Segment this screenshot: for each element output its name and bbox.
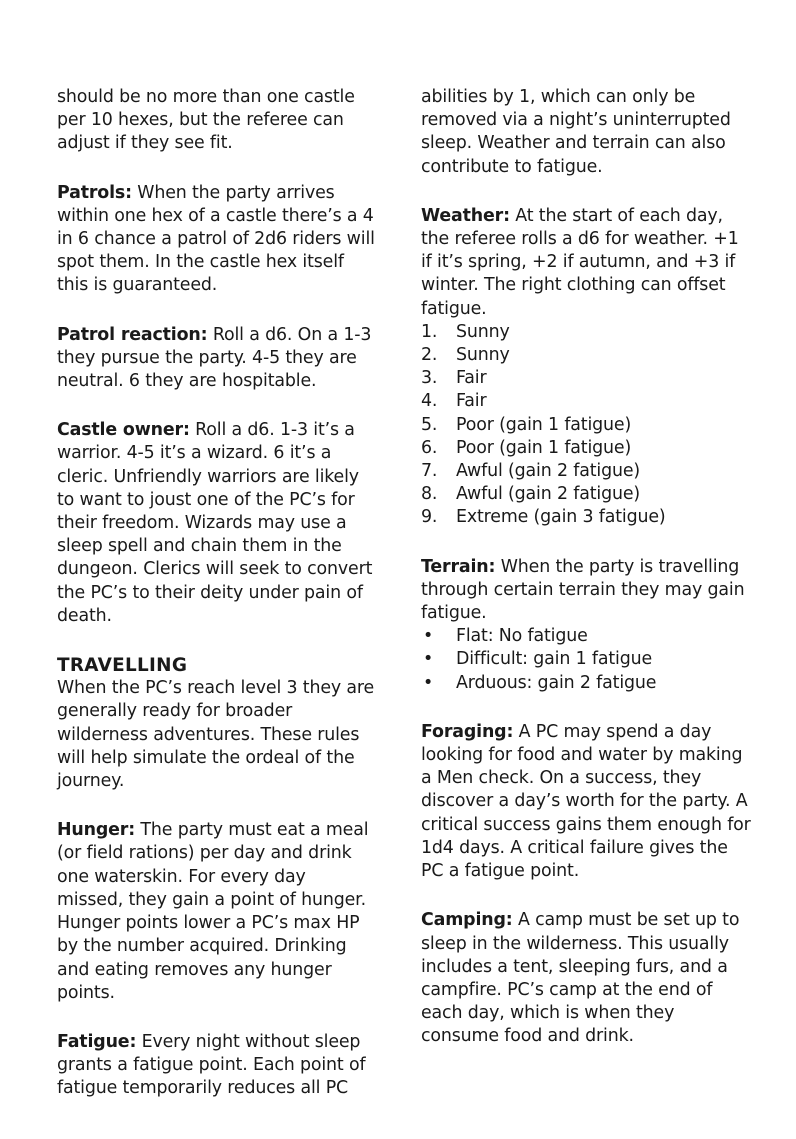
list-item <box>421 344 751 367</box>
intro-paragraph: should be no more than one castle per 10 hexes, but the referee can adjust if they see fit. <box>57 87 355 154</box>
patrols-label: Patrols: <box>57 182 132 203</box>
travelling-paragraph: When the PC’s reach level 3 they are generally ready for broader wilderness adventures. These rules will help simulate the ordeal of the journey. <box>57 678 375 792</box>
patrols-text: When the party arrives within one hex of a castle there’s a 4 in 6 chance a patrol of 2d6 riders will spot them. In the castle hex itself this is guaranteed. <box>57 182 375 296</box>
terrain-list <box>421 625 751 695</box>
castle-owner-label: Castle owner: <box>57 420 190 441</box>
hunger-text: The party must eat a meal (or field rations) per day and drink one waterskin. For every day missed, they gain a point of hunger. Hunger points lower a PC’s max HP by the number acquired. Drinking and eating removes any hunger points. <box>57 820 369 1003</box>
bullet-icon: • <box>423 626 434 647</box>
list-item <box>421 672 751 695</box>
list-number: 8. <box>421 484 438 505</box>
list-number: 6. <box>421 437 438 458</box>
camping-label: Camping: <box>421 910 513 931</box>
patrol-reaction-text: Roll a d6. On a 1-3 they pursue the party. 4-5 they are neutral. 6 they are hospitable. <box>57 324 372 392</box>
camping-paragraph <box>421 909 751 1048</box>
hunger-paragraph <box>57 819 377 1005</box>
fatigue-text: Every night without sleep grants a fatigue point. Each point of fatigue temporarily reduces all PC <box>57 1031 366 1099</box>
foraging-text: A PC may spend a day looking for food and water by making a Men check. On a success, they discover a day’s worth for the party. A critical success gains them enough for 1d4 days. A critical failure gives the PC a fatigue point. <box>421 721 751 882</box>
list-item <box>421 460 751 483</box>
terrain-paragraph <box>421 556 751 626</box>
bullet-icon: • <box>423 672 434 693</box>
list-item <box>421 321 751 344</box>
patrol-reaction-paragraph <box>57 324 377 394</box>
weather-text: At the start of each day, the referee rolls a d6 for weather. +1 if it’s spring, +2 if autumn, and +3 if winter. The right clothing can offset fatigue. <box>421 205 739 319</box>
list-item-text: Sunny <box>456 345 510 366</box>
list-item-text: Awful (gain 2 fatigue) <box>456 461 641 482</box>
castle-owner-text: Roll a d6. 1-3 it’s a warrior. 4-5 it’s a wizard. 6 it’s a cleric. Unfriendly warriors are likely to want to joust one of the PC’s for their freedom. Wizards may use a sleep spell and chain them in the dungeon. Clerics will seek to convert the PC’s to their deity under pain of death. <box>57 420 373 626</box>
fatigue-continued-paragraph: abilities by 1, which can only be removed via a night’s uninterrupted sleep. Weather and terrain can also contribute to fatigue. <box>421 87 731 177</box>
list-number: 3. <box>421 368 438 389</box>
left-column <box>57 86 377 1101</box>
list-item-text: Arduous: gain 2 fatigue <box>456 672 657 693</box>
list-item <box>421 390 751 413</box>
list-item-text: Sunny <box>456 321 510 342</box>
list-item <box>421 506 751 529</box>
weather-paragraph <box>421 205 751 321</box>
patrols-paragraph <box>57 182 377 298</box>
list-item-text: Poor (gain 1 fatigue) <box>456 437 632 458</box>
list-item <box>421 648 751 671</box>
list-number: 1. <box>421 321 438 342</box>
fatigue-label: Fatigue: <box>57 1031 137 1052</box>
list-number: 2. <box>421 345 438 366</box>
terrain-text: When the party is travelling through certain terrain they may gain fatigue. <box>421 556 745 624</box>
travelling-heading: TRAVELLING <box>57 655 188 677</box>
list-number: 4. <box>421 391 438 412</box>
list-item-text: Awful (gain 2 fatigue) <box>456 484 641 505</box>
list-number: 7. <box>421 461 438 482</box>
list-item-text: Extreme (gain 3 fatigue) <box>456 507 666 528</box>
castle-owner-paragraph <box>57 419 377 628</box>
weather-list <box>421 321 751 530</box>
list-number: 9. <box>421 507 438 528</box>
list-item-text: Fair <box>456 391 487 412</box>
terrain-label: Terrain: <box>421 556 496 577</box>
list-item-text: Poor (gain 1 fatigue) <box>456 414 632 435</box>
list-item-text: Fair <box>456 368 487 389</box>
list-item-text: Difficult: gain 1 fatigue <box>456 649 653 670</box>
foraging-label: Foraging: <box>421 721 514 742</box>
list-item <box>421 414 751 437</box>
list-item <box>421 483 751 506</box>
patrol-reaction-label: Patrol reaction: <box>57 324 208 345</box>
fatigue-paragraph <box>57 1031 377 1101</box>
list-item <box>421 367 751 390</box>
list-number: 5. <box>421 414 438 435</box>
right-column <box>421 86 751 1049</box>
camping-text: A camp must be set up to sleep in the wilderness. This usually includes a tent, sleeping furs, and a campfire. PC’s camp at the end of each day, which is when they consume food and drink. <box>421 910 740 1047</box>
list-item-text: Flat: No fatigue <box>456 626 588 647</box>
bullet-icon: • <box>423 649 434 670</box>
weather-label: Weather: <box>421 205 510 226</box>
list-item <box>421 625 751 648</box>
hunger-label: Hunger: <box>57 820 136 841</box>
foraging-paragraph <box>421 721 751 883</box>
list-item <box>421 437 751 460</box>
